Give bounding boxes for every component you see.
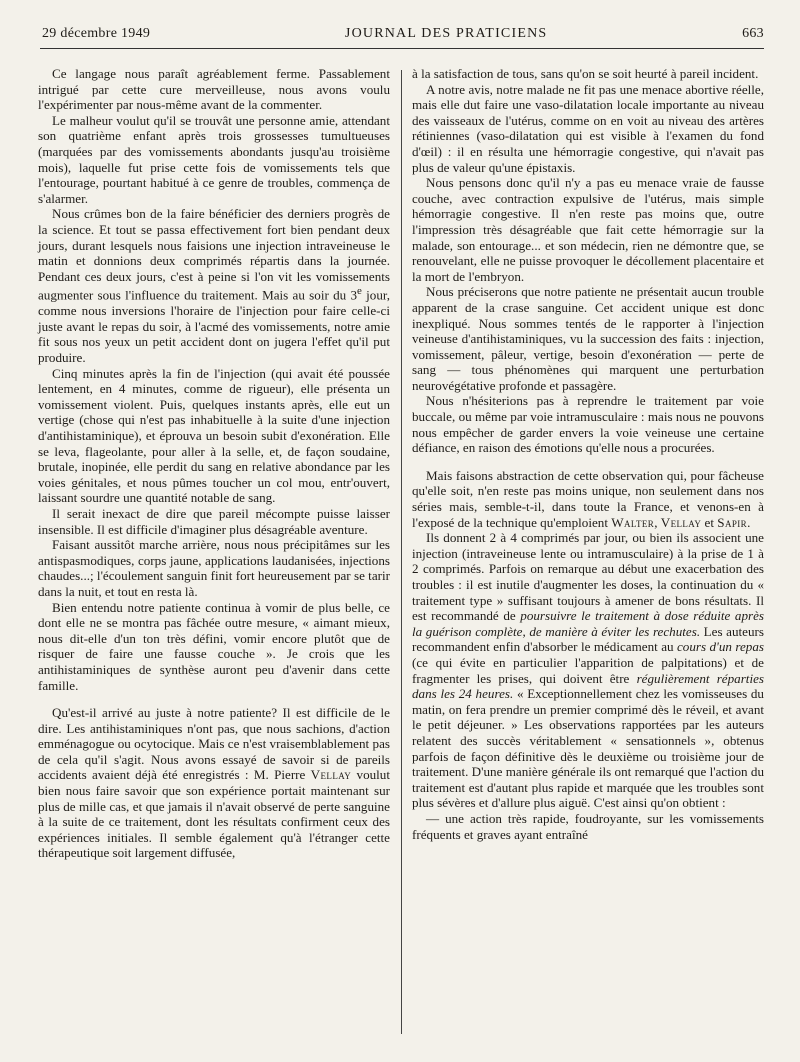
right-column	[412, 66, 764, 1034]
author-name: Vellay	[660, 514, 702, 530]
text-run: ,	[654, 514, 661, 530]
italic-text: poursuivre le traitement à dose réduite après la guérison complète, de manière à éviter les rechutes.	[412, 608, 764, 639]
paragraph: Nous préciserons que notre patiente ne présentait aucun trouble apparent de la crase sanguine. Cet accident unique est donc inexpliqué. Nous sommes tentés de le rapporter à l'injection veineuse d'antihistaminiques, vu la succession des faits : injection, vomissement, pâleur, vertige, besoin d'exonération — perte de sang — tous phénomènes qui marquent une perturbation neurovégétative profonde et passagère.	[412, 284, 764, 393]
paragraph: Nous pensons donc qu'il n'y a pas eu menace vraie de fausse couche, avec contraction expulsive de l'utérus, mais simple hémorragie congestive. Il n'en reste pas moins que, outre l'impression très désagréable que fait cette hémorragie sur la malade, son entourage... et son médecin, rien ne démontre que, se renouvelant, elle ne puisse provoquer le décollement placentaire et la mort de l'embryon.	[412, 175, 764, 284]
italic-text: cours d'un repas	[677, 639, 764, 655]
author-name: Sapir	[717, 514, 748, 530]
two-column-body	[38, 66, 764, 1034]
text-run: .	[747, 514, 751, 530]
paragraph: Le malheur voulut qu'il se trouvât une personne amie, attendant son quatrième enfant après trois grossesses tumultueuses (marquées par des vomissements abondants jusqu'au troisième mois), laquelle fut prise cette fois de vomissements tels que l'entourage, pourtant habitué à ce genre de troubles, commença de s'alarmer.	[38, 112, 390, 206]
header-date: 29 décembre 1949	[42, 26, 151, 41]
paragraph: A notre avis, notre malade ne fit pas une menace abortive réelle, mais elle dut faire une vaso-dilatation locale importante au niveau des vaisseaux de l'utérus, comme on en voit au niveau des artères rétiniennes (vaso-dilatation qui est visible à l'examen du fond d'œil) : il en résulta une hémorragie congestive, qui n'avait pas plus de valeur qu'une épistaxis.	[412, 81, 764, 175]
paragraph: à la satisfaction de tous, sans qu'on se soit heurté à pareil incident.	[412, 66, 759, 81]
text-run: jour, comme nous inversions l'horaire de l'injection pour faire celle-ci juste avant le repas du soir, à l'acmé des vomissements, notre amie fit sous nos yeux un petit accident dont on jugera l'effet qu'il put produire.	[38, 287, 390, 366]
paragraph: Cinq minutes après la fin de l'injection (qui avait été poussée lentement, en 4 minutes, comme de rigueur), elle présenta un vomissement violent. Puis, quelques instants après, elle eut un vertige (chose qui n'est pas inhabituelle à la suite d'une injection d'antihistaminique), et éprouva un besoin subit d'exonération. Elle se leva, flageolante, pour aller à la selle, et, de façon soudaine, brutale, inopinée, elle perdit du sang en relative abondance par les voies génitales, et nous pûmes toucher un col mou, entr'ouvert, laissant sourdre une quantité notable de sang.	[38, 365, 390, 506]
author-name: Walter	[611, 514, 655, 530]
header-rule	[40, 48, 764, 49]
paragraph: Faisant aussitôt marche arrière, nous nous précipitâmes sur les antispasmodiques, corps jaune, applications laudanisées, injections chaudes...; l'écoulement sanguin finit fort heureusement par se tarir dans la nuit, et tout en resta là.	[38, 537, 390, 599]
left-column	[38, 66, 390, 1034]
superscript: e	[357, 285, 362, 298]
text-run: voulut bien nous faire savoir que son expérience portait maintenant sur plus de mille cas, et que jamais il n'avait observé de perte sanguine à la suite de ce traitement, dont les résultats confirment ceux des expériences initiales. Il semble également qu'à l'étranger cette thérapeutique soit largement diffusée,	[38, 767, 390, 861]
text-run: Ils donnent 2 à 4 comprimés par jour, ou bien ils associent une injection (intraveineuse lente ou intramusculaire) à la prise de 1 à 2 comprimés. Parfois on remarque au début une exacerbation des troubles : il est inutile d'augmenter les doses, la continuation du « traitement type » suffisant toujours à amener de bons résultats. Il est recommandé de	[412, 530, 764, 624]
paragraph: Bien entendu notre patiente continua à vomir de plus belle, ce dont elle ne se montra pas fâchée outre mesure, « aimant mieux, nous dit-elle d'un ton très défini, vomir encore plutôt que de risquer de faire une fausse couche ». Je crois que les antihistaminiques de synthèse auront peu d'avenir dans cette famille.	[38, 599, 390, 693]
text-run: (ce qui évite en particulier l'apparition de palpitations) et de fragmenter les prises, qui doivent être	[412, 654, 764, 686]
text-run: et	[701, 514, 718, 530]
header-journal-title: JOURNAL DES PRATICIENS	[344, 26, 548, 41]
header-page-number: 663	[742, 26, 764, 41]
paragraph	[412, 468, 764, 530]
text-run: Nous crûmes bon de la faire bénéficier des derniers progrès de la science. Et tout se passa effectivement fort bien pendant deux jours, durant lesquels nous faisions une injection intraveineuse le matin et donnions deux comprimés répartis dans la journée. Pendant ces deux jours, c'est à peine si l'on vit les vomissements augmenter sous l'influence du traitement. Mais au soir du 3	[38, 206, 390, 303]
text-run: « Exceptionnellement chez les vomisseuses du matin, on fera prendre un premier comprimé dès le réveil, et avant le petit déjeuner. » Les observations rapportées par les auteurs relatent des succès véritablement « sensationnels », obtenus parfois de façon définitive dès le deuxième ou troisième jour de traitement. D'une manière générale ils ont remarqué que l'action du traitement est d'autant plus rapide et marquée que les troubles sont plus sévères et d'allure plus aiguë. C'est ainsi qu'on obtient :	[412, 686, 764, 811]
running-header	[42, 26, 764, 42]
paragraph: Il serait inexact de dire que pareil mécompte puisse laisser insensible. Il est difficile d'imaginer plus désagréable aventure.	[38, 505, 390, 537]
paragraph: Nous n'hésiterions pas à reprendre le traitement par voie buccale, ou même par voie intramusculaire : mais nous ne pouvons nous empêcher de garder envers la voie veineuse une certaine défiance, en raison des émotions qu'elle nous a procurées.	[412, 393, 764, 456]
text-run: Les auteurs recommandent enfin d'absorber le médicament au	[412, 623, 764, 655]
paragraph: — une action très rapide, foudroyante, sur les vomissements fréquents et graves ayant entraîné	[412, 810, 764, 842]
text-run: Qu'est-il arrivé au juste à notre patiente? Il est difficile de le dire. Les antihistaminiques n'ont pas, que nous sachions, d'action emménagogue ou ocytocique. Mais ce n'est vraisemblablement pas de cela qu'il s'agit. Nous avons essayé de savoir si de pareils accidents avaient déjà été enregistrés : M. Pierre	[38, 705, 390, 783]
column-divider	[401, 70, 402, 1034]
paragraph: Ce langage nous paraît agréablement ferme. Passablement intrigué par cette cure merveilleuse, nous avons voulu l'expérimenter par nous-même avant de la commenter.	[38, 66, 390, 113]
paragraph	[38, 705, 390, 861]
author-name: Vellay	[310, 767, 352, 783]
paragraph	[38, 206, 390, 365]
text-run: Mais faisons abstraction de cette observation qui, pour fâcheuse qu'elle soit, n'en reste pas moins unique, non seulement dans nos séries mais, semble-t-il, dans toute la France, et venons-en à l'exposé de la technique qu'emploient	[412, 467, 764, 530]
paragraph	[412, 530, 764, 811]
italic-text: régulièrement réparties dans les 24 heures.	[412, 670, 764, 702]
